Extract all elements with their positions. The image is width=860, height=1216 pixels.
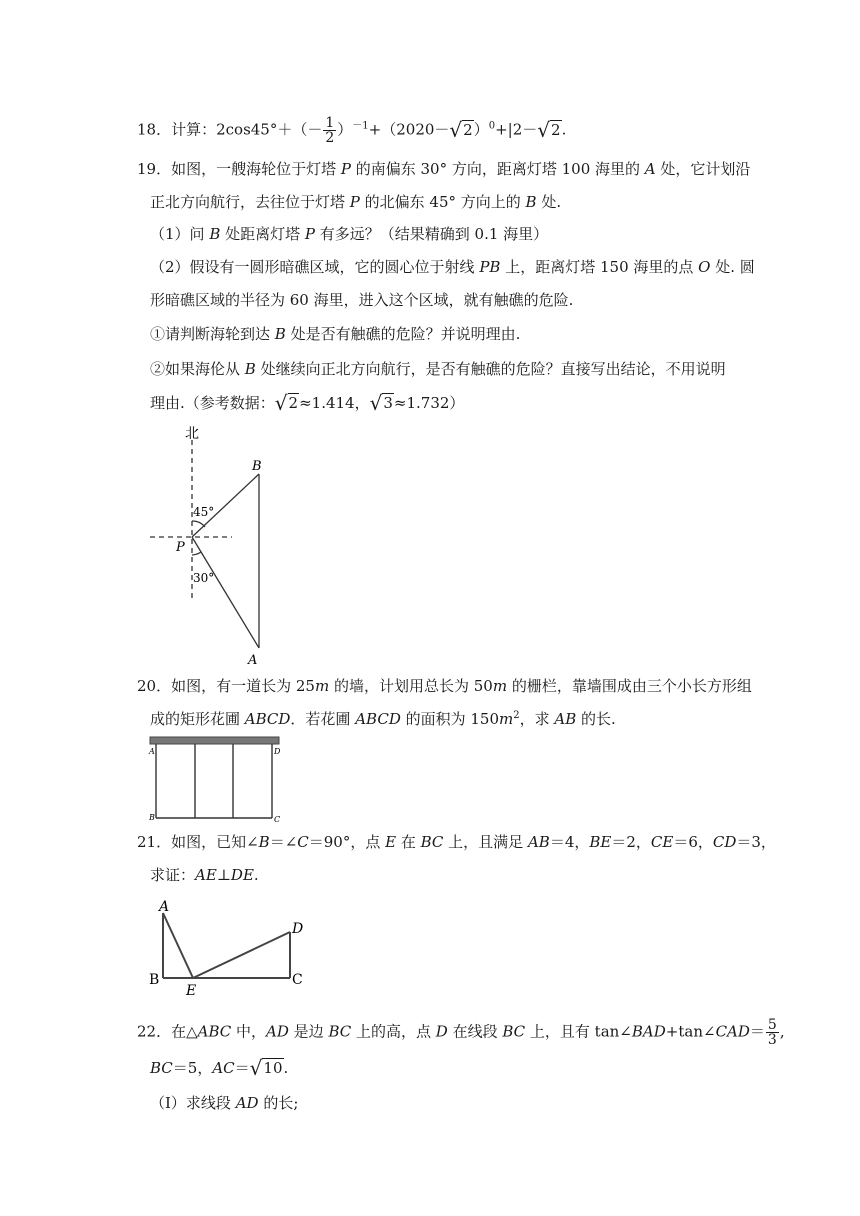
- q22-line2: BC＝5，AC＝√10.: [150, 1056, 289, 1080]
- q22-line1: 22．在△ABC 中，AD 是边 BC 上的高，点 D 在线段 BC 上，且有 tan∠BAD+tan∠CAD＝ $\frac{5}{3}$ ,: [137, 1017, 785, 1048]
- label-P: P: [176, 540, 185, 555]
- sqrt: √3: [369, 391, 393, 415]
- q19-sub2-line2: 形暗礁区域的半径为 60 海里，进入这个区域，就有触礁的危险.: [150, 291, 574, 309]
- q22-number: 22．: [137, 1022, 172, 1041]
- q22-sub1: （Ⅰ）求线段 AD 的长;: [150, 1094, 299, 1112]
- label-north: 北: [185, 426, 199, 442]
- sqrt: √2: [274, 391, 299, 415]
- label-30: 30°: [193, 571, 215, 585]
- q18-line: 18．计算：2cos45°＋（－ $\frac{1}{2}$ ）$^{-1}+(2020-√2)^0+|2-√2$.: [137, 115, 567, 146]
- q18-number: 18．: [137, 120, 172, 139]
- q19-sub2-line1: （2）假设有一圆形暗礁区域，它的圆心位于射线 PB 上，距离灯塔 150 海里的点 O 处. 圆: [150, 258, 755, 276]
- q21-number: 21．: [137, 833, 172, 851]
- label-C: C: [274, 815, 281, 824]
- label-C: C: [292, 972, 303, 988]
- sqrt: √10: [249, 1056, 283, 1080]
- q19-circle1: ①请判断海轮到达 B 处是否有触礁的危险？并说明理由.: [150, 325, 521, 343]
- label-A: A: [159, 899, 170, 915]
- q20-number: 20．: [137, 677, 172, 695]
- sqrt: √2: [537, 117, 561, 142]
- q19-reference: 理由.（参考数据：√2≈1.414，√3≈1.732）: [150, 391, 465, 415]
- q19-line2: 正北方向航行，去往位于灯塔 P 的北偏东 45° 方向上的 B 处.: [150, 193, 562, 211]
- q19-line1: 19．如图，一艘海轮位于灯塔 P 的南偏东 30° 方向，距离灯塔 100 海里的 A 处，它计划沿: [137, 160, 751, 178]
- q21-line2: 求证：AE⊥DE.: [150, 866, 259, 884]
- fraction: $\frac{5}{3}$: [767, 1017, 777, 1048]
- label-D: D: [292, 921, 304, 937]
- label-B: B: [252, 459, 262, 474]
- sqrt: √2: [449, 117, 473, 142]
- label-B: B: [149, 813, 155, 822]
- fraction: $\frac{1}{2}$: [325, 115, 335, 146]
- label-E: E: [186, 983, 197, 999]
- q19-circle2: ②如果海伦从 B 处继续向正北方向航行，是否有触礁的危险？直接写出结论，不用说明: [150, 360, 726, 378]
- q21-line1: 21．如图，已知∠B＝∠C＝90°，点 E 在 BC 上，且满足 AB＝4，BE＝2，CE＝6，CD＝3，: [137, 833, 776, 851]
- q20-line1: 20．如图，有一道长为 25m 的墙，计划用总长为 50m 的栅栏，靠墙围成由三个小长方形组: [137, 677, 752, 695]
- label-B: B: [149, 972, 160, 988]
- label-45: 45°: [193, 505, 215, 519]
- q20-line2: 成的矩形花圃 ABCD．若花圃 ABCD 的面积为 $150m^2$，求 AB 的长.: [150, 710, 616, 728]
- label-D: D: [274, 747, 281, 756]
- label-A: A: [149, 747, 155, 756]
- q19-sub1: （1）问 B 处距离灯塔 P 有多远？（结果精确到 0.1 海里）: [150, 225, 549, 243]
- label-A: A: [248, 653, 258, 668]
- q19-number: 19．: [137, 160, 172, 178]
